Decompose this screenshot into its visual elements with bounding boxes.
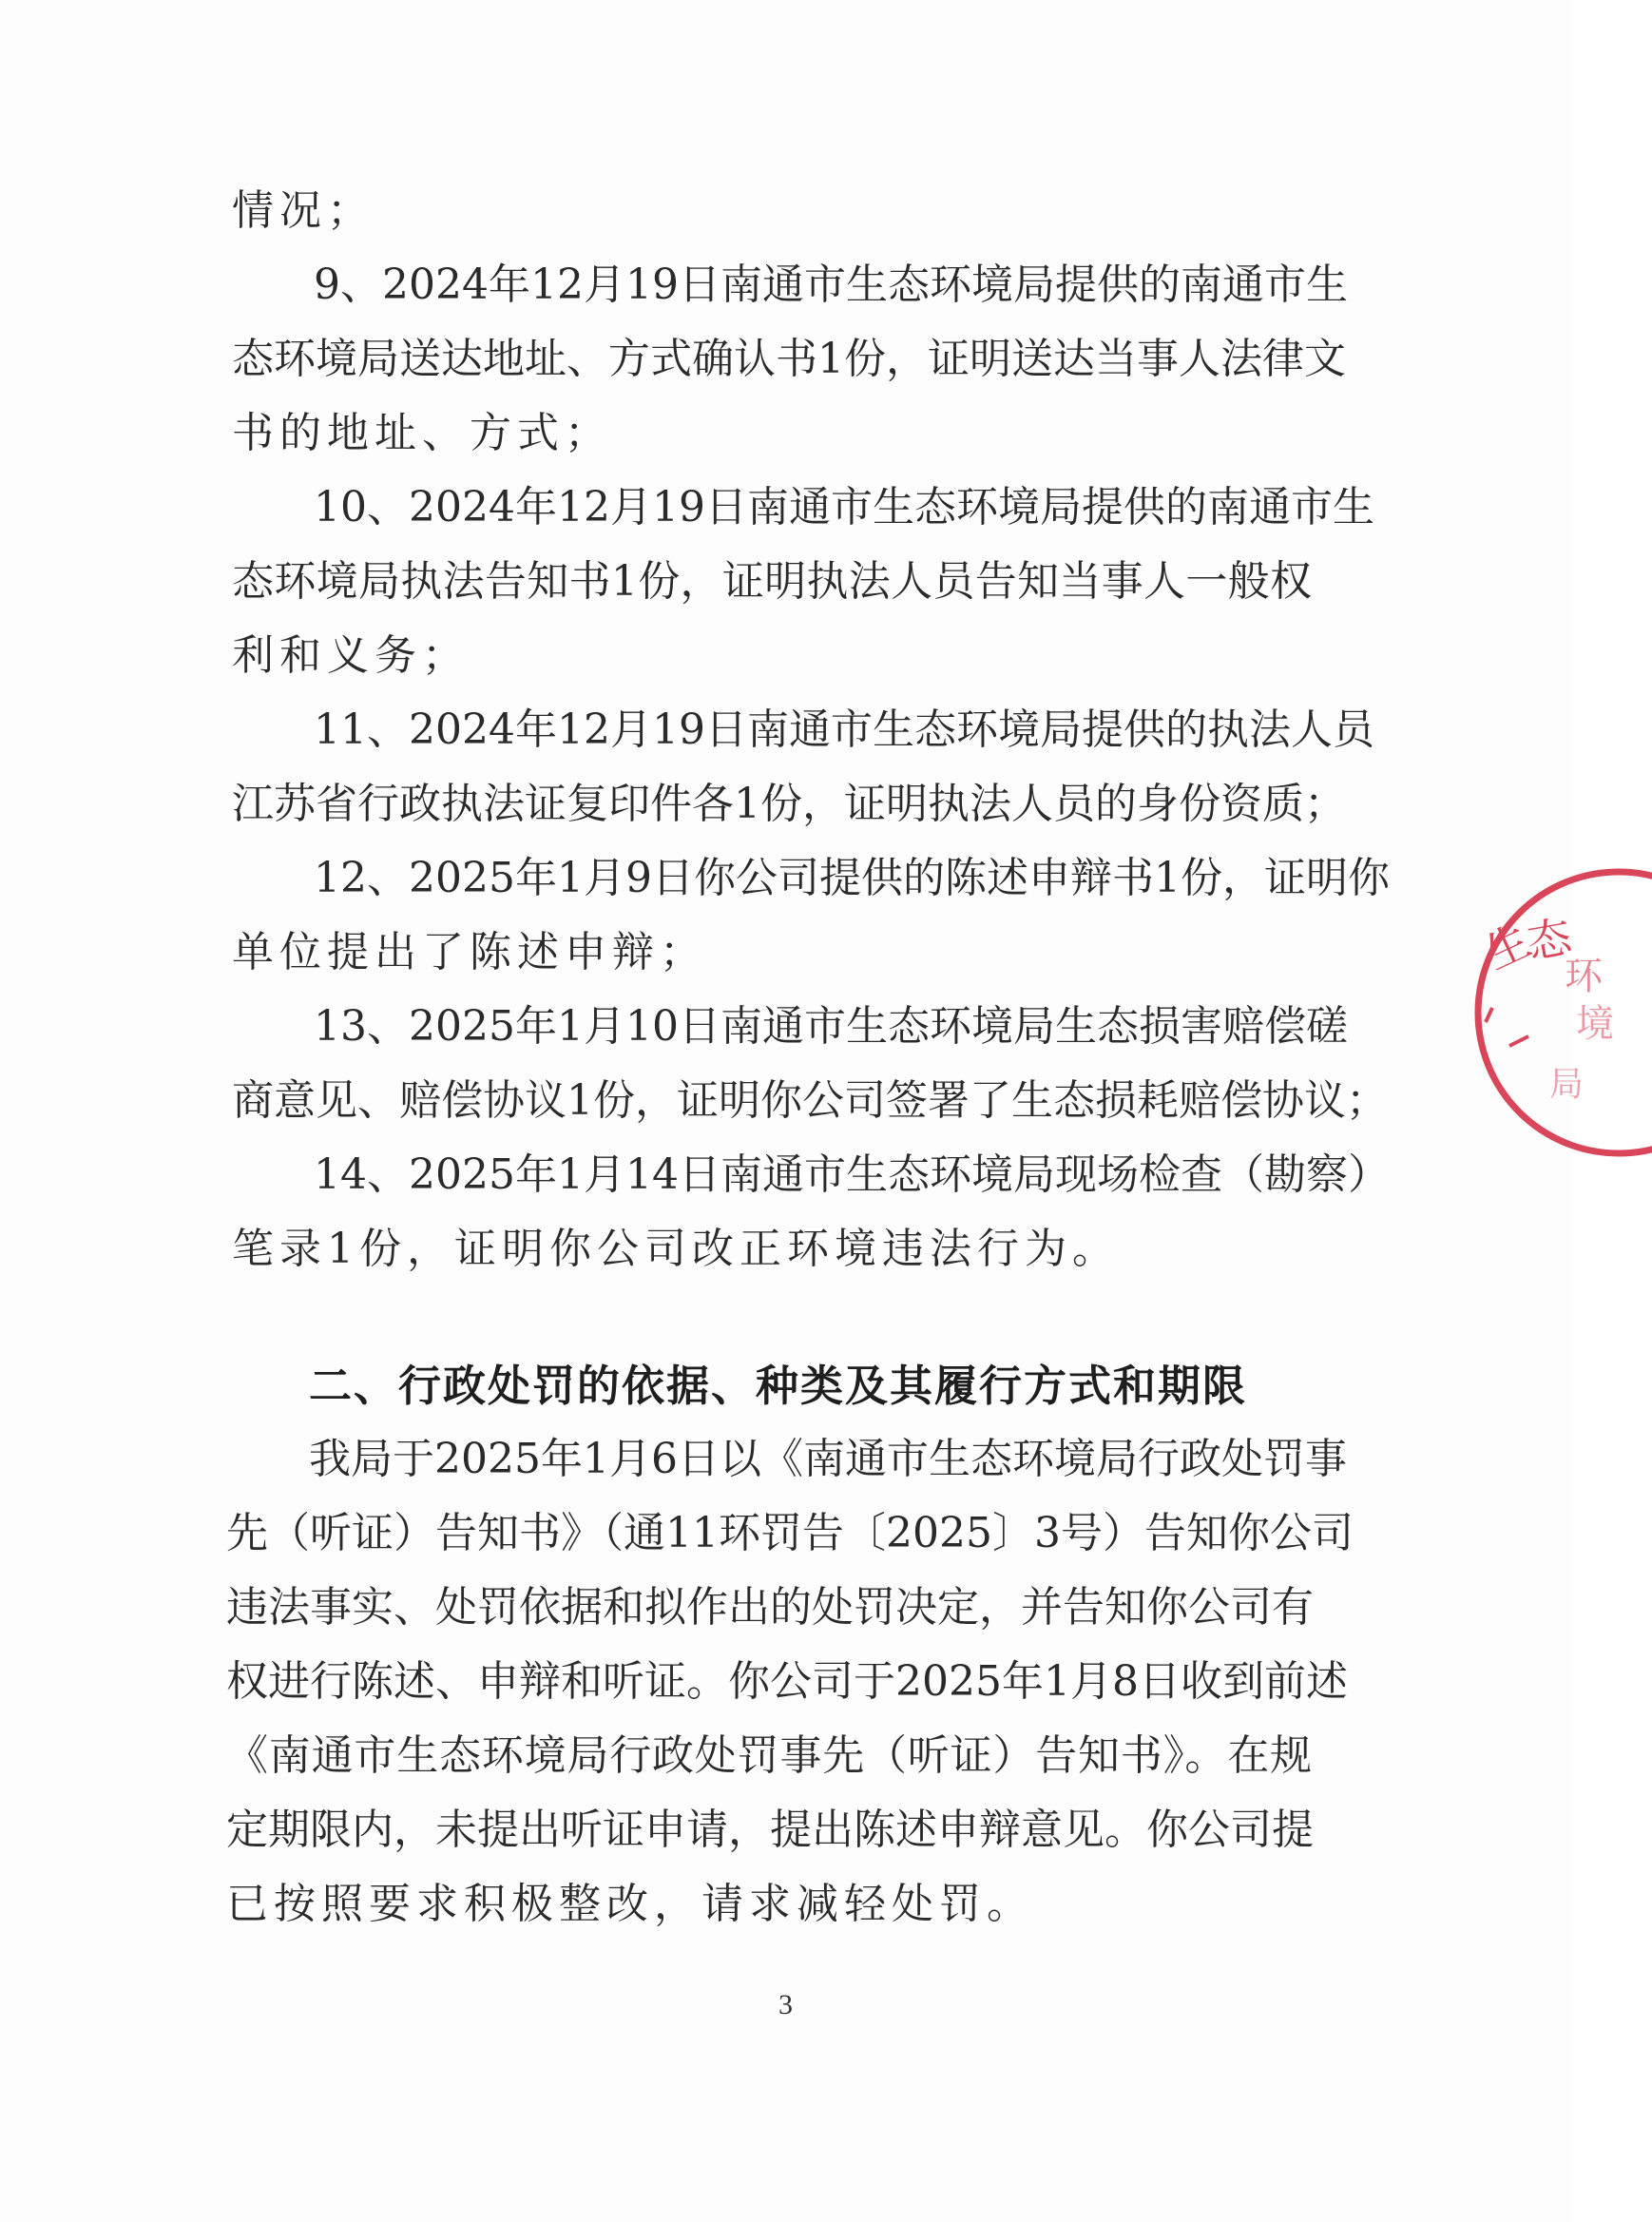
line-11: 单位提出了陈述申辩； [232, 928, 707, 976]
svg-text:局: 局 [1549, 1065, 1585, 1104]
svg-text:态: 态 [1523, 910, 1576, 969]
line-6: 态环境局执法告知书1份，证明执法人员告知当事人一般权 [232, 557, 1312, 606]
svg-text:生: 生 [1476, 914, 1539, 979]
page-number: 3 [778, 1989, 793, 2020]
section-line-5: 《南通市生态环境局行政处罚事先（听证）告知书》。在规 [226, 1731, 1312, 1780]
line-5: 10、2024年12月19日南通市生态环境局提供的南通市生 [314, 483, 1374, 531]
line-7: 利和义务； [232, 631, 470, 680]
section-line-1: 我局于2025年1月6日以《南通市生态环境局行政处罚事 [309, 1435, 1347, 1483]
section-line-4: 权进行陈述、申辩和听证。你公司于2025年1月8日收到前述 [226, 1657, 1348, 1706]
line-1: 情况； [232, 186, 375, 235]
line-9: 江苏省行政执法证复印件各1份，证明执法人员的身份资质； [232, 780, 1346, 828]
line-15: 笔录1份，证明你公司改正环境违法行为。 [232, 1225, 1120, 1273]
section-line-6: 定期限内，未提出听证申请，提出陈述申辩意见。你公司提 [226, 1806, 1314, 1854]
section-heading: 二、行政处罚的依据、种类及其履行方式和期限 [309, 1361, 1248, 1411]
section-line-2: 先（听证）告知书》（通11环罚告〔2025〕3号）告知你公司 [226, 1509, 1354, 1557]
line-14: 14、2025年1月14日南通市生态环境局现场检查（勘察） [314, 1150, 1390, 1199]
line-3: 态环境局送达地址、方式确认书1份，证明送达当事人法律文 [232, 335, 1346, 383]
section-line-7: 已按照要求积极整改，请求减轻处罚。 [226, 1880, 1034, 1928]
line-8: 11、2024年12月19日南通市生态环境局提供的执法人员 [314, 705, 1374, 754]
line-2: 9、2024年12月19日南通市生态环境局提供的南通市生 [314, 261, 1348, 309]
svg-text:境: 境 [1576, 1002, 1614, 1046]
line-12: 13、2025年1月10日南通市生态环境局生态损害赔偿磋 [314, 1002, 1348, 1051]
official-seal-icon [1462, 856, 1652, 1169]
section-line-3: 违法事实、处罚依据和拟作出的处罚决定，并告知你公司有 [226, 1583, 1314, 1632]
line-4: 书的地址、方式； [232, 409, 612, 457]
line-13: 商意见、赔偿协议1份，证明你公司签署了生态损耗赔偿协议； [232, 1076, 1388, 1125]
line-10: 12、2025年1月9日你公司提供的陈述申辩书1份，证明你 [314, 854, 1390, 902]
svg-text:环: 环 [1565, 955, 1603, 998]
